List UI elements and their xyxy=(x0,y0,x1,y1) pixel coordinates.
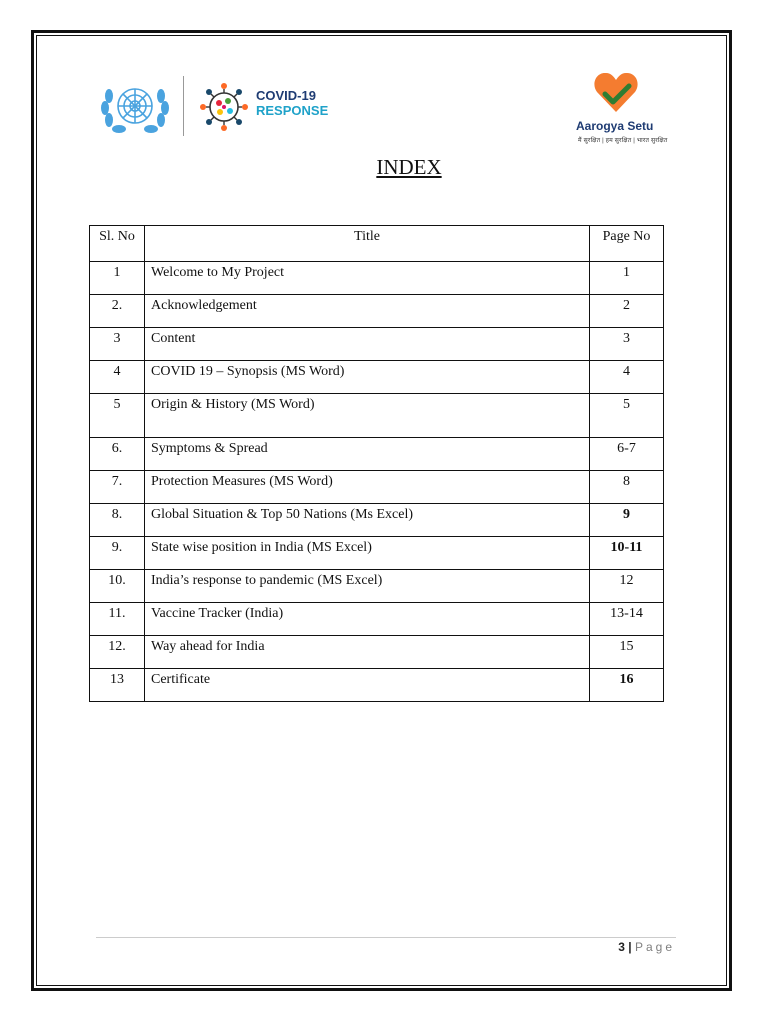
row-title: State wise position in India (MS Excel) xyxy=(145,537,590,570)
row-sl-no: 5 xyxy=(90,394,145,438)
row-sl-no: 1 xyxy=(90,262,145,295)
table-row xyxy=(90,669,664,702)
covid-wordmark-line2: RESPONSE xyxy=(256,103,329,118)
page-title: INDEX xyxy=(376,155,442,179)
row-page-no: 15 xyxy=(590,636,664,669)
row-title: India’s response to pandemic (MS Excel) xyxy=(145,570,590,603)
table-row xyxy=(90,471,664,504)
row-title: Origin & History (MS Word) xyxy=(145,394,590,438)
row-title: COVID 19 – Synopsis (MS Word) xyxy=(145,361,590,394)
row-title: Content xyxy=(145,328,590,361)
row-title: Way ahead for India xyxy=(145,636,590,669)
index-table xyxy=(89,225,664,702)
table-row xyxy=(90,570,664,603)
row-sl-no: 12. xyxy=(90,636,145,669)
row-title: Acknowledgement xyxy=(145,295,590,328)
row-sl-no: 3 xyxy=(90,328,145,361)
footer-page-label: Page xyxy=(634,940,675,954)
row-sl-no: 8. xyxy=(90,504,145,537)
table-row xyxy=(90,504,664,537)
row-page-no: 1 xyxy=(590,262,664,295)
footer-divider xyxy=(96,937,676,938)
row-page-no: 5 xyxy=(590,394,664,438)
row-page-no: 4 xyxy=(590,361,664,394)
table-header-row xyxy=(90,226,664,262)
row-page-no: 16 xyxy=(590,669,664,702)
header-sl-no: Sl. No xyxy=(90,226,145,262)
row-sl-no: 2. xyxy=(90,295,145,328)
row-sl-no: 4 xyxy=(90,361,145,394)
aarogya-setu-wordmark: Aarogya Setu xyxy=(576,119,654,133)
row-title: Global Situation & Top 50 Nations (Ms Excel) xyxy=(145,504,590,537)
row-page-no: 10-11 xyxy=(590,537,664,570)
row-page-no: 2 xyxy=(590,295,664,328)
row-sl-no: 7. xyxy=(90,471,145,504)
covid-virus-icon xyxy=(196,80,256,134)
covid-wordmark-line1: COVID-19 xyxy=(256,88,316,103)
table-row xyxy=(90,394,664,438)
footer-page-number: 3 xyxy=(618,940,625,954)
row-sl-no: 11. xyxy=(90,603,145,636)
row-page-no: 13-14 xyxy=(590,603,664,636)
row-title: Symptoms & Spread xyxy=(145,438,590,471)
row-title: Vaccine Tracker (India) xyxy=(145,603,590,636)
table-row xyxy=(90,438,664,471)
logo-divider xyxy=(183,76,184,136)
row-page-no: 12 xyxy=(590,570,664,603)
table-row xyxy=(90,603,664,636)
row-title: Certificate xyxy=(145,669,590,702)
un-emblem-logo xyxy=(95,76,175,138)
table-row xyxy=(90,537,664,570)
row-page-no: 6-7 xyxy=(590,438,664,471)
table-row xyxy=(90,328,664,361)
footer-separator: | xyxy=(628,940,632,954)
row-title: Protection Measures (MS Word) xyxy=(145,471,590,504)
row-sl-no: 9. xyxy=(90,537,145,570)
row-page-no: 9 xyxy=(590,504,664,537)
row-sl-no: 13 xyxy=(90,669,145,702)
row-sl-no: 6. xyxy=(90,438,145,471)
table-row xyxy=(90,295,664,328)
table-row xyxy=(90,262,664,295)
row-sl-no: 10. xyxy=(90,570,145,603)
table-row xyxy=(90,361,664,394)
row-page-no: 8 xyxy=(590,471,664,504)
page-footer xyxy=(618,940,675,954)
row-page-no: 3 xyxy=(590,328,664,361)
covid-response-wordmark xyxy=(256,88,328,118)
header-page-no: Page No xyxy=(590,226,664,262)
header-title: Title xyxy=(145,226,590,262)
aarogya-heart-icon xyxy=(593,70,639,114)
table-row xyxy=(90,636,664,669)
row-title: Welcome to My Project xyxy=(145,262,590,295)
aarogya-tagline: मैं सुरक्षित | हम सुरक्षित | भारत सुरक्षित xyxy=(578,138,668,144)
